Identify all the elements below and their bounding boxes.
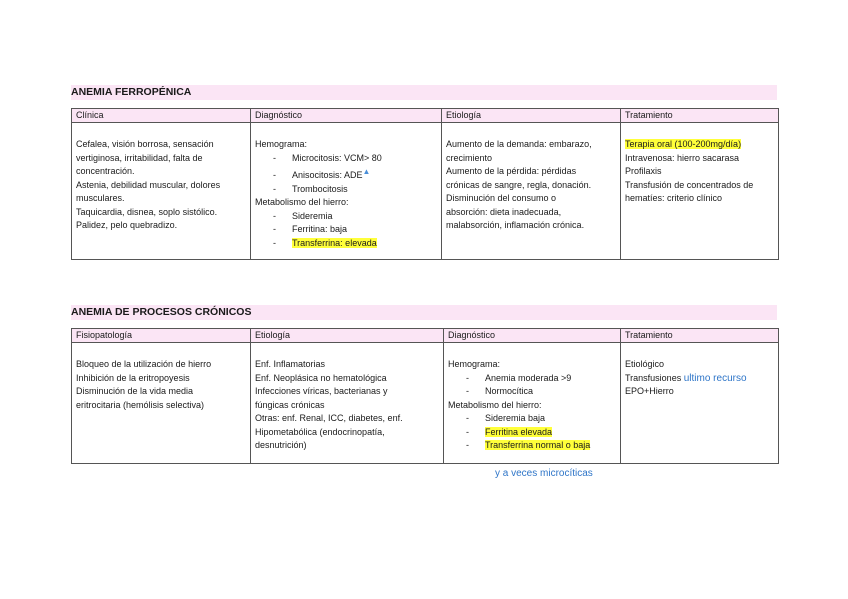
clinica-line: musculares. [76,193,125,203]
metabolismo-label: Metabolismo del hierro: [255,197,349,207]
col-header-diagnostico: Diagnóstico [444,329,621,343]
hemograma-item: - Anisocitosis: ADE▲ [255,165,437,183]
tratamiento-line: Transfusión de concentrados de [625,179,754,190]
etiologia-line: Hipometabólica (endocrinopatía, [255,426,385,437]
fisiopatologia-line: Bloqueo de la utilización de hierro [76,359,212,369]
metabolismo-item: - Transferrina: elevada [255,237,437,251]
etiologia-line: absorción: dieta inadecuada, [446,206,562,217]
table-ferropenica [71,108,779,260]
tratamiento-line: Profilaxis [625,166,662,176]
tratamiento-etiologico: Etiológico [625,359,665,369]
etiologia-line: Otras: enf. Renal, ICC, diabetes, enf. [255,413,403,423]
etiologia-line: Enf. Inflamatorias [255,359,326,369]
etiologia-line: malabsorción, inflamación crónica. [446,220,585,230]
tratamiento-epo: EPO+Hierro [625,386,674,396]
col-header-tratamiento: Tratamiento [621,329,779,343]
clinica-line: Cefalea, visión borrosa, sensación [76,139,214,149]
fisiopatologia-line: Disminución de la vida media [76,386,194,396]
section-title-procesos-cronicos: ANEMIA DE PROCESOS CRÓNICOS [71,305,777,320]
cell-diagnostico [251,123,442,260]
clinica-line: Astenia, debilidad muscular, dolores [76,179,221,190]
cell-etiologia [251,343,444,464]
up-arrow-icon: ▲ [362,167,371,176]
col-header-etiologia: Etiología [442,109,621,123]
fisiopatologia-line: Inhibición de la eritropoyesis [76,372,190,383]
tratamiento-line: Terapia oral (100-200mg/día) [625,139,742,149]
etiologia-line: Infecciones víricas, bacterianas y [255,386,388,396]
etiologia-line: Aumento de la pérdida: pérdidas [446,166,577,176]
metabolismo-item: - Transferrina normal o baja [448,439,616,453]
handwritten-note-ultimo-recurso: ultimo recurso [683,372,747,384]
etiologia-line: crónicas de sangre, regla, donación. [446,179,592,190]
hemograma-item: - Trombocitosis [255,183,437,197]
col-header-fisiopatologia: Fisiopatología [72,329,251,343]
metabolismo-item: - Ferritina: baja [255,223,437,237]
section-title-ferropenica: ANEMIA FERROPÉNICA [71,85,777,100]
cell-fisiopatologia [72,343,251,464]
col-header-tratamiento: Tratamiento [621,109,779,123]
cell-etiologia [442,123,621,260]
cell-tratamiento [621,343,779,464]
etiologia-line: Enf. Neoplásica no hematológica [255,372,387,383]
metabolismo-item: - Ferritina elevada [448,426,616,440]
tratamiento-line: hematíes: criterio clínico [625,193,723,203]
tratamiento-transfusiones: Transfusiones ultimo recurso [625,372,747,384]
clinica-line: Taquicardia, disnea, soplo sistólico. [76,206,218,217]
metabolismo-label: Metabolismo del hierro: [448,399,542,410]
etiologia-line: Aumento de la demanda: embarazo, [446,139,592,149]
col-header-diagnostico: Diagnóstico [251,109,442,123]
metabolismo-item: - Sideremia [255,210,437,224]
col-header-clinica: Clínica [72,109,251,123]
cell-tratamiento [621,123,779,260]
annotation-microciticas: y a veces microcíticas [495,468,593,479]
hemograma-label: Hemograma: [448,359,501,369]
etiologia-line: crecimiento [446,152,493,163]
hemograma-item: - Microcitosis: VCM> 80 [255,152,437,166]
clinica-line: concentración. [76,166,135,176]
clinica-line: Palidez, pelo quebradizo. [76,220,178,230]
cell-diagnostico [444,343,621,464]
hemograma-label: Hemograma: [255,139,308,149]
etiologia-line: desnutrición) [255,440,307,450]
metabolismo-item: - Sideremia baja [448,412,616,426]
hemograma-item: - Normocítica [448,385,616,399]
clinica-line: vertiginosa, irritabilidad, falta de [76,152,203,163]
hemograma-item: - Anemia moderada >9 [448,372,616,386]
cell-clinica [72,123,251,260]
etiologia-line: Disminución del consumo o [446,193,557,203]
table-procesos-cronicos [71,328,779,464]
tratamiento-line: Intravenosa: hierro sacarasa [625,152,740,163]
col-header-etiologia: Etiología [251,329,444,343]
fisiopatologia-line: eritrocitaria (hemólisis selectiva) [76,399,205,410]
etiologia-line: fúngicas crónicas [255,399,325,410]
